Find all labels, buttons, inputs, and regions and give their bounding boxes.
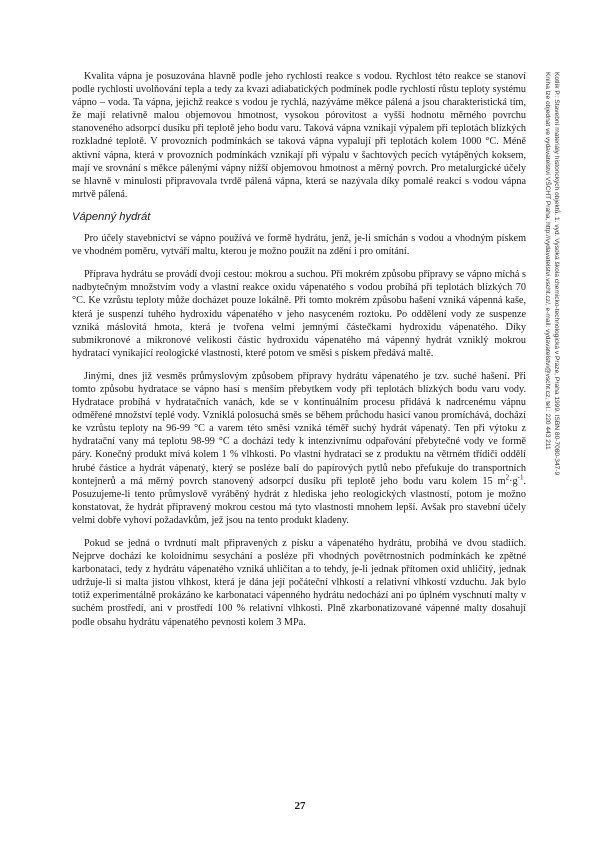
citation-line-2: Kniha lze objednat ve vydavatelství VŠCHT Praha, http://vydavatelstvi.vscht.cz/, e-mail: vydavatelstvi@vscht.cz, tel.: 220 443 211 (544, 72, 551, 450)
paragraph-wet-preparation: Příprava hydrátu se provádí dvojí cestou: mokrou a suchou. Při mokrém způsobu přípravy se vápno míchá s nadbytečným množstvím vody a vlastní reakce oxidu vápenatého s vodou probíhá při teplotách blízkých 70 °C. Ke vzrůstu teploty může docházet pouze lokálně. Při tomto mokrém způsobu hašení vzniká vápenná kaše, která je suspenzí tuhého hydroxidu vápenatého v jeho nasyceném roztoku. Po oddělení vody ze suspenze vzniká máslovitá hmota, která je tvořena velmi jemnými částečkami hydroxidu vápenatého. Díky submikronové a mikronové velikosti částic hydroxidu vápenatého má vápenný hydrát vzniklý mokrou hydratací vynikající reologické vlastnosti, které potom ve směsi s pískem předává maltě. (72, 269, 526, 359)
paragraph-dry-slaking-part-2: . Posuzujeme-li tento průmyslově vyráběný hydrát z hlediska jeho reologických vlastností, potom je možno konstatovat, že hydrát připravený mokrou cestou má tyto vlastnosti mnohem lepší. Avšak pro stavební účely velmi dobře vyhoví požadavkům, jež jsou na tento produkt kladeny. (72, 475, 526, 526)
page-number: 27 (294, 800, 306, 812)
paragraph-hydrate-use: Pro účely stavebnictví se vápno používá ve formě hydrátu, jenž, je-li smíchán s vodou a vhodným pískem ve vhodném poměru, vytváří maltu, kterou je možno použít na zdění i pro omítání. (72, 233, 526, 258)
paragraph-dry-slaking-unit: ·g (509, 475, 518, 487)
section-heading: Vápenný hydrát (72, 210, 151, 223)
paragraph-dry-slaking (72, 370, 526, 527)
paragraph-dry-slaking-part-1: Jinými, dnes již vesměs průmyslovým způsobem přípravy hydrátu vápenatého je tzv. suché hašení. Při tomto způsobu hydratace se vápno hasí s menším přebytkem vody při teplotách blízkých bodu varu vody. Hydratace probíhá v hydratačních vanách, kde se v kontinuálním procesu přidává k nadrcenému vápnu odměřené množství teplé vody. Vzniklá polosuchá směs se během průchodu hasicí vanou promíchává, dochází ke vzrůstu teploty na 96-99 °C a varem této směsi vzniká téměř suchý hydrát vápenatý. Ten při výtoku z hydratační vany má teplotu 98-99 °C a dochází tedy k intenzivnímu odpařování přebytečné vody ve formě páry. Konečný produkt mívá kolem 1 % vlhkosti. Po vlastní hydrataci se z produktu na větrném třídiči oddělí hrubé částice a hydrát vápenatý, který se posléze balí do papírových pytlů nebo přefukuje do transportních kontejnerů a má měrný povrch stanovený adsorpcí dusíku při teplotě jeho bodu varu kolem 15 m (72, 370, 526, 487)
citation-sidebar (543, 72, 581, 632)
citation-text (543, 72, 561, 475)
paragraph-hardening: Pokud se jedná o tvrdnutí malt připravených z písku a vápenatého hydrátu, probíhá ve dvou stadiích. Nejprve dochází ke koloidnímu sesychání a posléze při vhodných povětrnostních podmínkách ke zpětné karbonataci, tedy z hydrátu vápenatého vzniká uhličitan a to tehdy, je-li jednak přítomen oxid uhličitý, jednak udržuje-li si malta jistou vlhkost, která je dána její počáteční vlhkostí a relativní vlhkostí vzduchu. Jak bylo totiž experimentálně prokázáno ke karbonataci vápenného hydrátu nedochází ani po úplném vyschnutí malty v suchém prostředí, ani v prostředí 100 % relativní vlhkosti. Plně zkarbonatizované vápenné malty dosahují podle obsahu hydrátu vápenatého pevnosti kolem 3 MPa. (72, 538, 526, 628)
superscript-2: 2 (505, 473, 510, 482)
citation-line-1: Kotlík P.: Stavební materiály historických objektů. 1. vyd. Vysoká škola chemicko-technologická v Praze, Praha 1999. ISBN 80-7080-347-9 (553, 72, 560, 476)
paragraph-lime-quality: Kvalita vápna je posuzována hlavně podle jeho rychlosti reakce s vodou. Rychlost této reakce se stanoví podle rychlosti uvolňování tepla a tedy za kvazi adiabatických podmínek podle rychlosti růstu teploty systému vápno – voda. Ta vápna, jejichž reakce s vodou je rychlá, nazýváme měkce pálená a jsou charakteristická tím, že mají relativně malou objemovou hmotnost, vysokou pórovitost a vyšší hodnotu měrného povrchu stanoveného adsorpcí dusíku při teplotě jeho bodu varu. Taková vápna vznikají výpalem při teplotách blízkých rozkladné teplotě. V provozních podmínkách se taková vápna vypalují při teplotách kolem 1000 °C. Méně aktivní vápna, která v provozních podmínkách vznikají při výpalu v šachtových pecích vytápěných koksem, mají ve srovnání s měkce pálenými vápny nižší objemovou hmotnost a měrný povrch. Pro metalurgické účely se hlavně v minulosti připravovala tvrdě pálená vápna, která se nazývala díky pomalé reakci s vodou vápna mrtvě pálená. (72, 71, 526, 200)
main-text (72, 70, 526, 639)
superscript-minus-1: -1 (517, 473, 524, 482)
